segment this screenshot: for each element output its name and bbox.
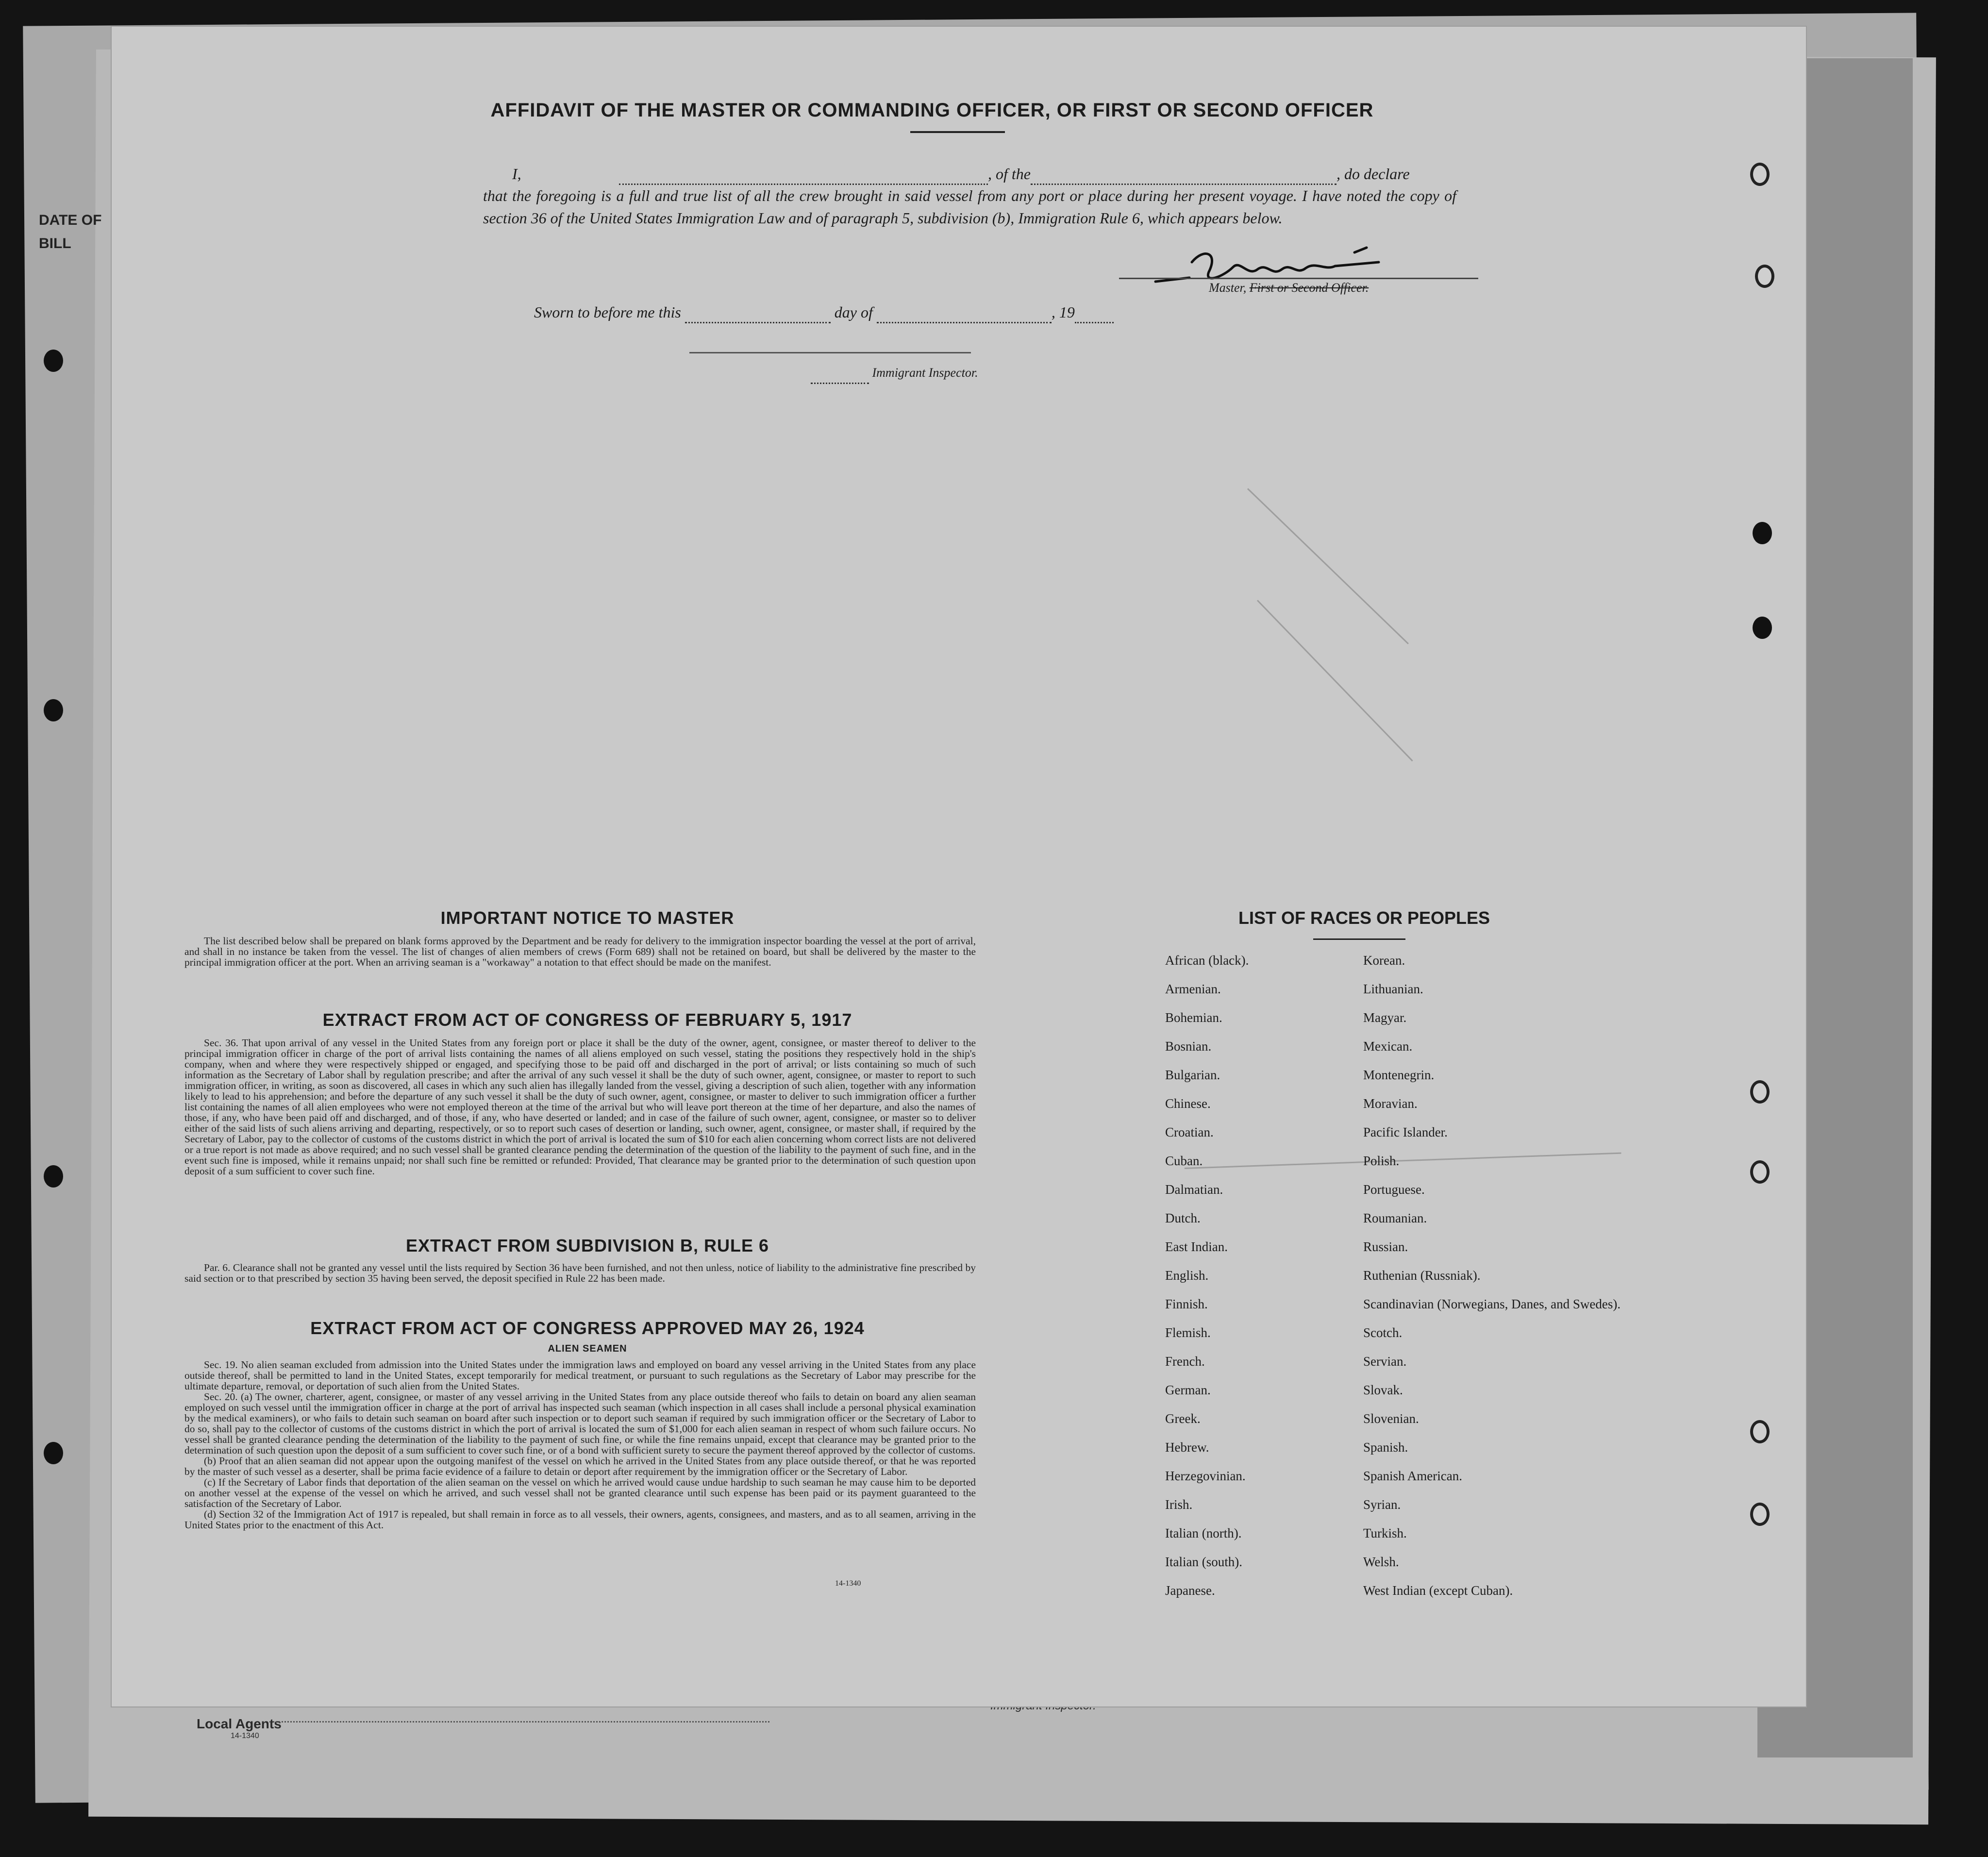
races-title: LIST OF RACES OR PEOPLES (1238, 908, 1490, 928)
punch-hole (1755, 265, 1774, 288)
race-item: Cuban. (1165, 1154, 1203, 1168)
punch-hole (1750, 1420, 1770, 1443)
races-rule (1313, 938, 1405, 940)
race-item: English. (1165, 1268, 1209, 1283)
punch-hole (44, 1165, 63, 1188)
race-item: Magyar. (1363, 1010, 1407, 1025)
punch-hole (1750, 163, 1770, 186)
race-item: Croatian. (1165, 1125, 1214, 1139)
form-code: 14-1340 (835, 1579, 861, 1588)
master-label: Master, First or Second Officer. (1209, 281, 1369, 295)
race-item: Italian (north). (1165, 1526, 1242, 1540)
sworn-month-field[interactable] (877, 322, 1052, 323)
race-item: Welsh. (1363, 1555, 1399, 1569)
race-item: Moravian. (1363, 1096, 1418, 1111)
race-item: Turkish. (1363, 1526, 1407, 1540)
extract-rule6-text: Par. 6. Clearance shall not be granted any vessel until the lists required by Section 36 have been furnished, and not then unless, notice of liability to the administrative fine prescribed by said section or to that prescribed by section 35 having been served, the deposit specified in Rule 22 has been made. (184, 1262, 976, 1284)
race-item: Ruthenian (Russniak). (1363, 1268, 1481, 1283)
race-item: Italian (south). (1165, 1555, 1242, 1569)
sworn-day-field[interactable] (685, 322, 831, 323)
bill-stamp: DATE OF BILL (39, 212, 102, 251)
race-item: African (black). (1165, 953, 1249, 968)
race-item: Spanish. (1363, 1440, 1408, 1455)
race-item: Irish. (1165, 1497, 1193, 1512)
extract-1917-title: EXTRACT FROM ACT OF CONGRESS OF FEBRUARY 5, 1917 (322, 1010, 852, 1030)
affidavit-declaration-line: I, , of the , do declare (512, 163, 1546, 185)
affidavit-body: that the foregoing is a full and true list of all the crew brought in said vessel from any port or place during her present voyage. I have noted the copy of section 36 of the United States Immigration Law and of paragraph 5, subdivision (b), Immigration Rule 6, which appears below. (483, 187, 1456, 227)
inspector-signature-line (689, 352, 971, 353)
race-item: Bulgarian. (1165, 1068, 1220, 1082)
inspector-field[interactable] (811, 383, 869, 384)
local-agents-label: Local Agents 14-1340 (197, 1716, 282, 1740)
race-item: Mexican. (1363, 1039, 1413, 1054)
race-item: Syrian. (1363, 1497, 1401, 1512)
sworn-year-field[interactable] (1075, 322, 1114, 323)
race-item: Scandinavian (Norwegians, Danes, and Swedes). (1363, 1297, 1621, 1311)
extract-1924-title: EXTRACT FROM ACT OF CONGRESS APPROVED MAY 26, 1924 (310, 1318, 865, 1338)
race-item: Lithuanian. (1363, 982, 1423, 996)
manifest-sheet (112, 27, 1806, 1706)
race-item: Bohemian. (1165, 1010, 1222, 1025)
sworn-line: Sworn to before me this day of , 19 (534, 301, 1114, 323)
punch-hole (44, 1442, 63, 1464)
race-item: Dutch. (1165, 1211, 1201, 1225)
race-item: Flemish. (1165, 1325, 1211, 1340)
race-item: Pacific Islander. (1363, 1125, 1448, 1139)
race-item: Korean. (1363, 953, 1405, 968)
race-item: Chinese. (1165, 1096, 1211, 1111)
inspector-line: Immigrant Inspector. (811, 362, 978, 384)
race-item: Finnish. (1165, 1297, 1208, 1311)
punch-hole (1753, 522, 1772, 544)
signature-line (1119, 278, 1478, 279)
race-item: Bosnian. (1165, 1039, 1212, 1054)
race-item: Hebrew. (1165, 1440, 1209, 1455)
race-item: German. (1165, 1383, 1211, 1397)
bleed-through-mark (1257, 600, 1413, 761)
punch-hole (1750, 1080, 1770, 1104)
race-item: Russian. (1363, 1239, 1408, 1254)
race-item: Japanese. (1165, 1583, 1215, 1598)
notice-text: The list described below shall be prepared on blank forms approved by the Department and be ready for delivery to the immigration inspector boarding the vessel at the port of arrival, and shall in no instance be taken from the vessel. The list of changes of alien members of crews (Form 689) shall not be retained on board, but shall be delivered by the master to the principal immigration officer at the port. When an arriving seaman is a "workaway" a notation to that effect should be made on the manifest. (184, 935, 976, 968)
race-item: Scotch. (1363, 1325, 1403, 1340)
race-item: French. (1165, 1354, 1205, 1369)
race-item: Servian. (1363, 1354, 1407, 1369)
extract-rule6-title: EXTRACT FROM SUBDIVISION B, RULE 6 (405, 1236, 769, 1255)
alien-seamen-subtitle: ALIEN SEAMEN (548, 1343, 627, 1354)
race-item: Dalmatian. (1165, 1182, 1223, 1197)
punch-hole (1753, 617, 1772, 639)
race-item: Armenian. (1165, 982, 1221, 996)
punch-hole (44, 699, 63, 721)
race-item: Roumanian. (1363, 1211, 1427, 1225)
race-item: Herzegovinian. (1165, 1469, 1246, 1483)
punch-hole (44, 350, 63, 372)
race-item: Spanish American. (1363, 1469, 1462, 1483)
extract-1917-text: Sec. 36. That upon arrival of any vessel in the United States from any foreign port or place it shall be the duty of the owner, agent, consignee, or master thereof to deliver to the principal immigration officer in charge of the port of arrival lists containing the names of all aliens employed on such vessel, stating the positions they respectively hold in the ship's company, when and where they were respectively shipped or engaged, and specifying those to be paid off and discharged in the port of arrival; or lists containing so much of such information as the Secretary of Labor shall by regulation prescribe; and after the arrival of any such vessel it shall be the duty of such owner, agent, consignee, or master to report to such immigration officer, in writing, as soon as discovered, all cases in which any such alien has illegally landed from the vessel, giving a description of such alien, together with any information likely to lead to his apprehension; and before the departure of any such vessel it shall be the duty of such owner, agent, consignee, or master to deliver to such immigration officer a further list containing the names of all alien employees who were not employed thereon at the time of the arrival but who will leave port thereon at the time of her departure, and also the names of those, if any, who have been paid off and discharged, and of those, if any, who have deserted or landed; and in case of the failure of such owner, agent, consignee, or master so to deliver either of the said lists of such aliens arriving and departing, respectively, or so to report such cases of desertion or landing, such owner, agent, consignee, or master shall, if required by the Secretary of Labor, pay to the collector of customs of the customs district in which the port of arrival is located the sum of $10 for each alien concerning whom correct lists are not delivered or a true report is not made as above required; and no such vessel shall be granted clearance pending the determination of the question of the liability to the payment of such fine, and in the event such fine is imposed, while it remains unpaid; nor shall such fine be remitted or refunded: Provided, That clearance may be granted prior to the determination of such question upon deposit of a sum sufficient to cover such fine. (184, 1037, 976, 1177)
race-item: West Indian (except Cuban). (1363, 1583, 1513, 1598)
race-item: Slovenian. (1363, 1411, 1419, 1426)
race-item: Polish. (1363, 1154, 1400, 1168)
race-item: Montenegrin. (1363, 1068, 1435, 1082)
affidavit-title: AFFIDAVIT OF THE MASTER OR COMMANDING OFFICER, OR FIRST OR SECOND OFFICER (490, 100, 1374, 121)
race-item: Greek. (1165, 1411, 1201, 1426)
race-item: Slovak. (1363, 1383, 1403, 1397)
extract-1924-text: Sec. 19. No alien seaman excluded from admission into the United States under the immigration laws and employed on board any vessel arriving in the United States from any place outside thereof, shall be permitted to land in the United States, except temporarily for medical treatment, or pursuant to such regulations as the Secretary of Labor may prescribe for the ultimate departure, removal, or deportation of such alien from the United States. Sec. 20. (a) The owner, charterer, agent, consignee, or master of any vessel arriving in the United States from any place outside thereof who fails to detain on board any alien seaman employed on such vessel until the immigration officer in charge at the port of arrival has inspected such seaman (which inspection in all cases shall include a personal physical examination by the medical examiners), or who fails to detain such seaman on board after such inspection or to deport such seaman if required by such immigration officer or the Secretary of Labor to do so, shall pay to the collector of customs of the customs district in which the port of arrival is located the sum of $1,000 for each alien seaman in respect of whom such failure occurs. No vessel shall be granted clearance pending the determination of the liability to the payment of such fine, or while the fine remains unpaid, except that clearance may be granted prior to the determination of such question upon the deposit of a sum sufficient to cover such fine, or of a bond with sufficient surety to secure the payment thereof approved by the collector of customs. (b) Proof that an alien seaman did not appear upon the outgoing manifest of the vessel on which he arrived in the United States from any place outside thereof, or that he was reported by the master of such vessel as a deserter, shall be prima facie evidence of a failure to detain or deport after requirement by the immigration officer or the Secretary of Labor. (c) If the Secretary of Labor finds that deportation of the alien seaman on the vessel on which he arrived would cause undue hardship to such seaman he may cause him to be deported on another vessel at the expense of the vessel on which he arrived, and such vessel shall not be granted clearance until such expense has been paid or its payment guaranteed to the satisfaction of the Secretary of Labor. (d) Section 32 of the Immigration Act of 1917 is repealed, but shall remain in force as to all vessels, their owners, agents, consignees, and masters, and as to all seamen, arriving in the United States prior to the enactment of this Act. (184, 1359, 976, 1531)
notice-title: IMPORTANT NOTICE TO MASTER (440, 908, 735, 928)
race-item: East Indian. (1165, 1239, 1228, 1254)
punch-hole (1750, 1503, 1770, 1526)
races-right-column (1363, 953, 1664, 1612)
race-item: Portuguese. (1363, 1182, 1425, 1197)
punch-hole (1750, 1160, 1770, 1184)
title-rule (910, 131, 1005, 133)
bleed-through-mark (1247, 488, 1409, 644)
